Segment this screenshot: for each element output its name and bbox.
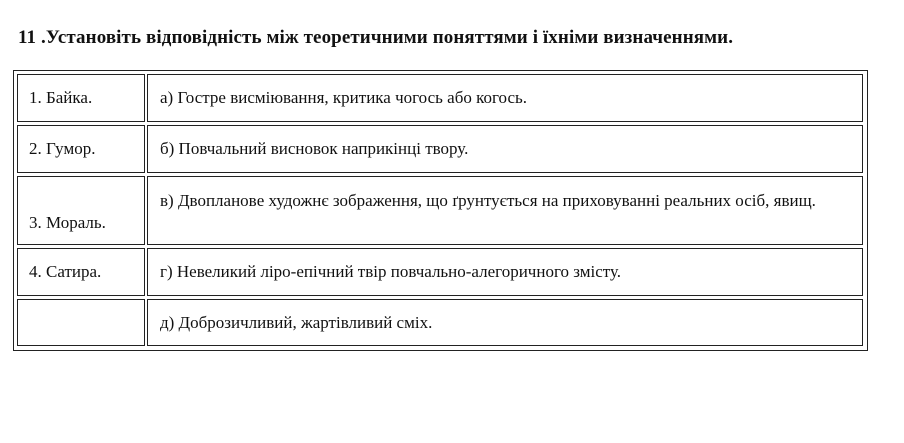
definition-label: д) Доброзичливий, жартівливий сміх. xyxy=(160,312,433,332)
definition-cell xyxy=(147,248,863,296)
definition-label: г) Невеликий ліро-епічний твір повчально-алегоричного змісту. xyxy=(160,262,622,281)
matching-table xyxy=(13,70,868,351)
definition-label: а) Гостре висміювання, критика чогось або когось. xyxy=(160,88,528,107)
term-cell xyxy=(17,125,145,173)
definition-cell xyxy=(147,74,863,122)
term-cell xyxy=(17,176,145,245)
term-cell xyxy=(17,248,145,296)
definition-cell xyxy=(147,176,863,245)
term-label: 3. Мораль. xyxy=(29,213,106,232)
definition-cell xyxy=(147,299,863,346)
term-label: 2. Гумор. xyxy=(29,139,96,158)
term-cell-empty xyxy=(17,299,145,346)
definition-label: в) Двоплановe художнє зображення, що ґрунтується на приховуванні реальних осіб, явищ. xyxy=(160,191,816,210)
task-title: 11 .Установіть відповідність між теоретичними поняттями і їхніми визначеннями. xyxy=(18,27,734,48)
definition-label: б) Повчальний висновок наприкінці твору. xyxy=(160,139,469,158)
term-label: 1. Байка. xyxy=(29,88,93,107)
term-label: 4. Сатира. xyxy=(29,262,102,281)
term-cell xyxy=(17,74,145,122)
definition-cell xyxy=(147,125,863,173)
